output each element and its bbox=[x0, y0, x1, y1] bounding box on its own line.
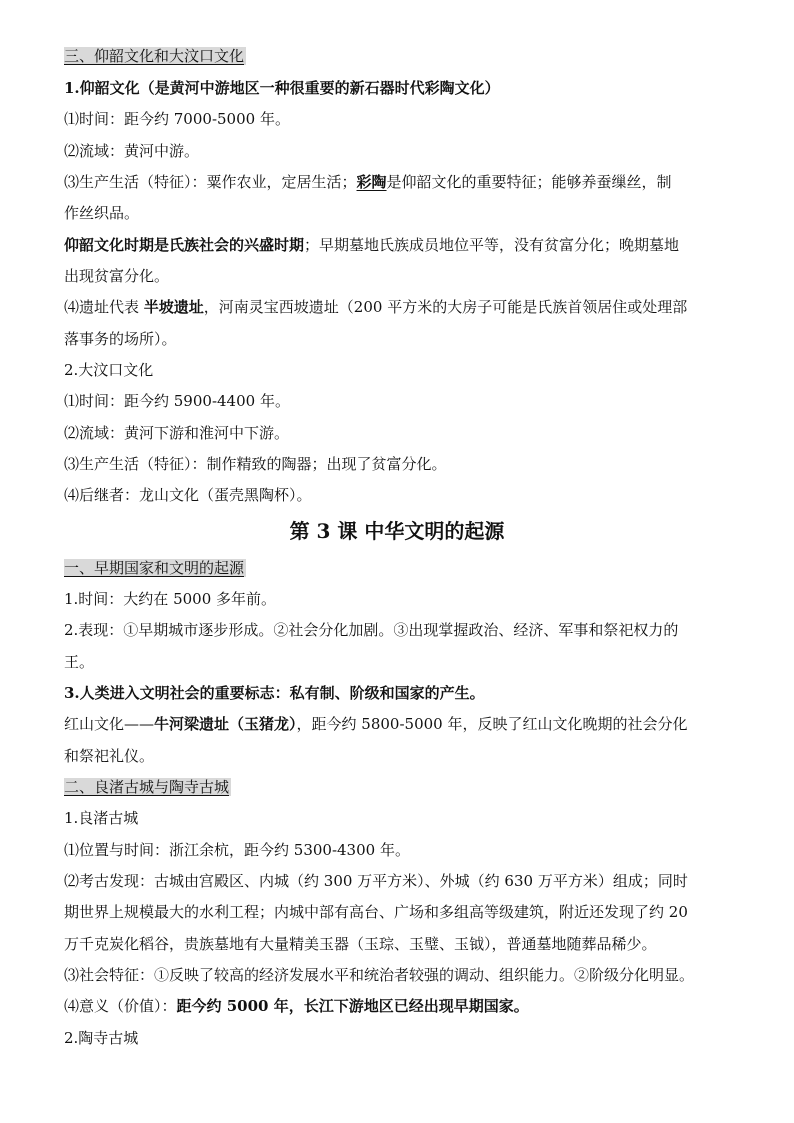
early-state-manifestation: 2.表现：①早期城市逐步形成。②社会分化加剧。③出现掌握政治、经济、军事和祭祀权力的 bbox=[64, 621, 679, 639]
liangzhu-title: 1.良渚古城 bbox=[64, 809, 139, 827]
dawenkou-basin: ⑵流域：黄河下游和淮河中下游。 bbox=[64, 424, 290, 442]
yangshao-time: ⑴时间：距今约 7000-5000 年。 bbox=[64, 110, 290, 128]
yangshao-life: ⑶生产生活（特征）：粟作农业，定居生活；彩陶是仰韶文化的重要特征；能够养蚕缫丝，制 bbox=[64, 173, 672, 191]
early-state-time: 1.时间：大约在 5000 多年前。 bbox=[64, 590, 277, 608]
early-state-manifestation-cont: 王。 bbox=[64, 653, 95, 671]
yangshao-society-cont: 出现贫富分化。 bbox=[64, 267, 170, 285]
liangzhu-archaeology: ⑵考古发现：古城由宫殿区、内城（约 300 万平方米）、外城（约 630 万平方米）组成；同时 bbox=[64, 872, 688, 890]
lesson-title: 第 3 课 中华文明的起源 bbox=[289, 519, 505, 543]
yangshao-site-cont: 落事务的场所）。 bbox=[64, 330, 177, 348]
taosi-title: 2.陶寺古城 bbox=[64, 1029, 139, 1047]
yangshao-site: ⑷遗址代表 半坡遗址，河南灵宝西坡遗址（200 平方米的大房子可能是氏族首领居住或处理部 bbox=[64, 298, 688, 316]
painted-pottery-term: 彩陶 bbox=[356, 173, 387, 191]
liangzhu-location: ⑴位置与时间：浙江余杭，距今约 5300-4300 年。 bbox=[64, 841, 410, 859]
yangshao-society: 仰韶文化时期是氏族社会的兴盛时期；早期墓地氏族成员地位平等，没有贫富分化；晚期墓地 bbox=[64, 236, 680, 254]
yangshao-life-cont: 作丝织品。 bbox=[64, 204, 140, 222]
yangshao-title: 1.仰韶文化（是黄河中游地区一种很重要的新石器时代彩陶文化） bbox=[64, 79, 500, 97]
dawenkou-time: ⑴时间：距今约 5900-4400 年。 bbox=[64, 392, 290, 410]
liangzhu-significance: ⑷意义（价值）：距今约 5000 年，长江下游地区已经出现早期国家。 bbox=[64, 997, 529, 1015]
liangzhu-archaeology-cont2: 万千克炭化稻谷，贵族墓地有大量精美玉器（玉琮、玉璧、玉钺），普通墓地随葬品稀少。 bbox=[64, 935, 657, 953]
hongshan-culture-cont: 和祭祀礼仪。 bbox=[64, 747, 155, 765]
hongshan-culture: 红山文化——牛河梁遗址（玉猪龙），距今约 5800-5000 年，反映了红山文化晚期的社会分化 bbox=[64, 715, 688, 733]
section-heading-yangshao-dawenkou: 三、仰韶文化和大汶口文化 bbox=[64, 47, 245, 65]
dawenkou-life: ⑶生产生活（特征）：制作精致的陶器；出现了贫富分化。 bbox=[64, 455, 447, 473]
yangshao-basin: ⑵流域：黄河中游。 bbox=[64, 142, 200, 160]
civilization-sign: 3.人类进入文明社会的重要标志：私有制、阶级和国家的产生。 bbox=[64, 684, 485, 702]
dawenkou-successor: ⑷后继者：龙山文化（蛋壳黑陶杯）。 bbox=[64, 486, 312, 504]
dawenkou-title: 2.大汶口文化 bbox=[64, 361, 154, 379]
liangzhu-archaeology-cont1: 期世界上规模最大的水利工程；内城中部有高台、广场和多组高等级建筑，附近还发现了约 20 bbox=[64, 903, 688, 921]
section-heading-early-state: 一、早期国家和文明的起源 bbox=[64, 559, 245, 577]
section-heading-liangzhu-taosi: 二、良渚古城与陶寺古城 bbox=[64, 778, 230, 796]
liangzhu-society: ⑶社会特征：①反映了较高的经济发展水平和统治者较强的调动、组织能力。②阶级分化明显。 bbox=[64, 966, 695, 984]
